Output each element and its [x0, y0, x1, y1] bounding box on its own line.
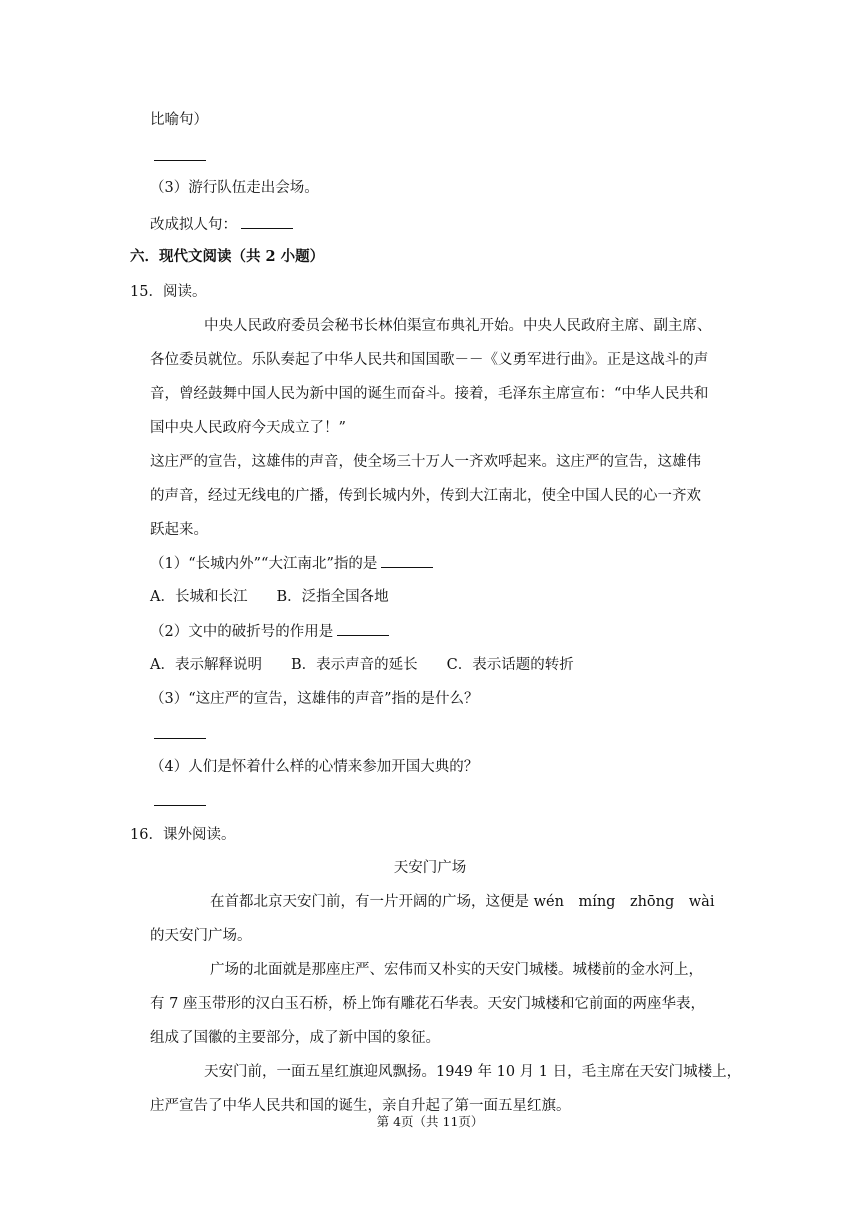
- question-line: 改成拟人句：: [150, 214, 860, 235]
- passage-line: 天安门前，一面五星红旗迎风飘扬。1949 年 10 月 1 日，毛主席在天安门城楼上，: [204, 1064, 742, 1080]
- options-line: A．长城和长江 B．泛指全国各地: [150, 589, 389, 605]
- passage-line: 各位委员就位。乐队奏起了中华人民共和国国歌－－《义勇军进行曲》。正是这战斗的声: [150, 352, 709, 368]
- sub-question: （1）“长城内外”“大江南北”指的是: [150, 553, 860, 574]
- answer-blank[interactable]: [154, 160, 206, 161]
- passage-line: 庄严宣告了中华人民共和国的诞生，亲自升起了第一面五星红旗。: [150, 1098, 571, 1114]
- passage-line: 中央人民政府委员会秘书长林伯渠宣布典礼开始。中央人民政府主席、副主席、: [204, 318, 712, 334]
- passage-line: 跃起来。: [150, 522, 208, 538]
- options-line: A．表示解释说明 B．表示声音的延长 C．表示话题的转折: [150, 657, 574, 673]
- sub-question: （3）“这庄严的宣告，这雄伟的声音”指的是什么？: [150, 691, 479, 707]
- answer-blank[interactable]: [337, 621, 389, 636]
- passage-line: 在首都北京天安门前，有一片开阔的广场，这便是 wén míng zhōng wài: [210, 894, 715, 910]
- answer-blank[interactable]: [381, 553, 433, 568]
- passage-line: 广场的北面就是那座庄严、宏伟而又朴实的天安门城楼。城楼前的金水河上，: [210, 962, 703, 978]
- passage-line: 有 7 座玉带形的汉白玉石桥，桥上饰有雕花石华表。天安门城楼和它前面的两座华表，: [150, 996, 705, 1012]
- answer-blank[interactable]: [154, 738, 206, 739]
- passage-title: 天安门广场: [393, 860, 467, 876]
- question-line: （3）游行队伍走出会场。: [150, 180, 319, 196]
- text-line: 比喻句）: [150, 112, 208, 128]
- passage-line: 的声音，经过无线电的广播，传到长城内外，传到大江南北，使全中国人民的心一齐欢: [150, 488, 701, 504]
- passage-line: 的天安门广场。: [150, 928, 252, 944]
- page-footer: 第 4页（共 11页）: [376, 1114, 484, 1129]
- passage-line: 这庄严的宣告，这雄伟的声音，使全场三十万人一齐欢呼起来。这庄严的宣告，这雄伟: [150, 454, 701, 470]
- passage-line: 组成了国徽的主要部分，成了新中国的象征。: [150, 1030, 440, 1046]
- sub-question: （4）人们是怀着什么样的心情来参加开国大典的？: [150, 759, 479, 775]
- question-number: 15．阅读。: [130, 284, 207, 300]
- answer-blank[interactable]: [154, 805, 206, 806]
- question-number: 16．课外阅读。: [130, 827, 236, 843]
- passage-line: 音，曾经鼓舞中国人民为新中国的诞生而奋斗。接着，毛泽东主席宣布：“中华人民共和: [150, 386, 709, 402]
- section-heading: 六．现代文阅读（共 2 小题）: [130, 248, 325, 265]
- answer-blank[interactable]: [241, 214, 293, 229]
- sub-question: （2）文中的破折号的作用是: [150, 621, 860, 642]
- passage-line: 国中央人民政府今天成立了！”: [150, 420, 346, 436]
